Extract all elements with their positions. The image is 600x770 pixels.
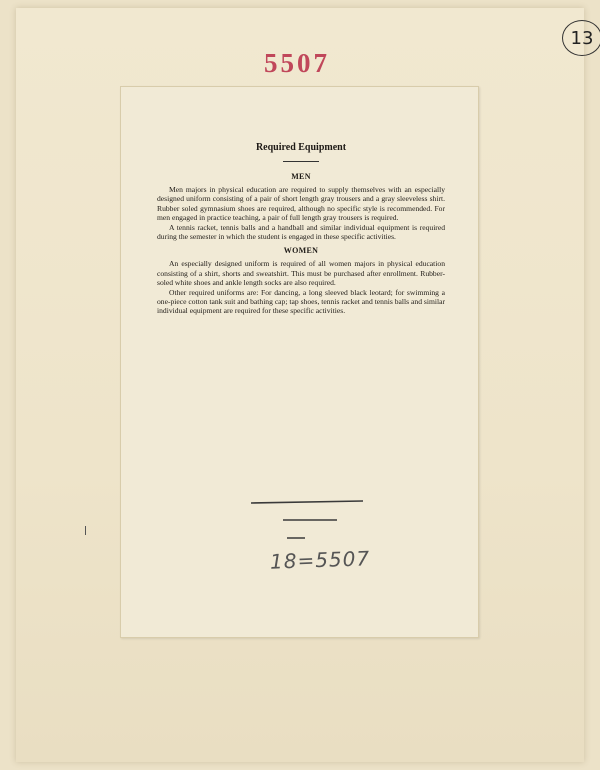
stamp-number: 5507 xyxy=(264,48,330,78)
men-paragraph-2: A tennis racket, tennis balls and a handball and similar individual equipment is required during the semester in which the student is engaged in these specific activities. xyxy=(157,222,445,242)
handwritten-note: 18=5507 xyxy=(269,546,371,574)
pencil-lines xyxy=(245,494,375,544)
margin-pencil-mark xyxy=(85,526,86,535)
title-rule xyxy=(283,161,319,162)
page-number-circle xyxy=(562,20,600,56)
page-number: 13 xyxy=(570,27,594,49)
women-paragraph-1: An especially designed uniform is required of all women majors in physical education consisting of a shirt, shorts and sweatshirt. This must be purchased after enrollment. Rubber-soled white shoes and ankle length socks are also required. xyxy=(157,259,445,288)
women-paragraph-2: Other required uniforms are: For dancing, a long sleeved black leotard; for swimming a one-piece cotton tank suit and bathing cap; tap shoes, tennis racket and tennis balls and similar individual equipment are required for these specific activities. xyxy=(157,287,445,316)
section-heading-women: WOMEN xyxy=(283,246,319,256)
men-paragraph-1: Men majors in physical education are required to supply themselves with an especially designed uniform consisting of a pair of short length gray trousers and a gray sleeveless shirt. Rubber soled gymnasium shoes are required, although no specific style is recommended. For men engaged in practice teaching, a pair of full length gray trousers is required. xyxy=(157,185,445,223)
pencil-line-long xyxy=(251,501,363,503)
section-heading-men: MEN xyxy=(291,172,311,181)
document-body xyxy=(157,143,445,316)
document-title: Required Equipment xyxy=(255,142,347,153)
